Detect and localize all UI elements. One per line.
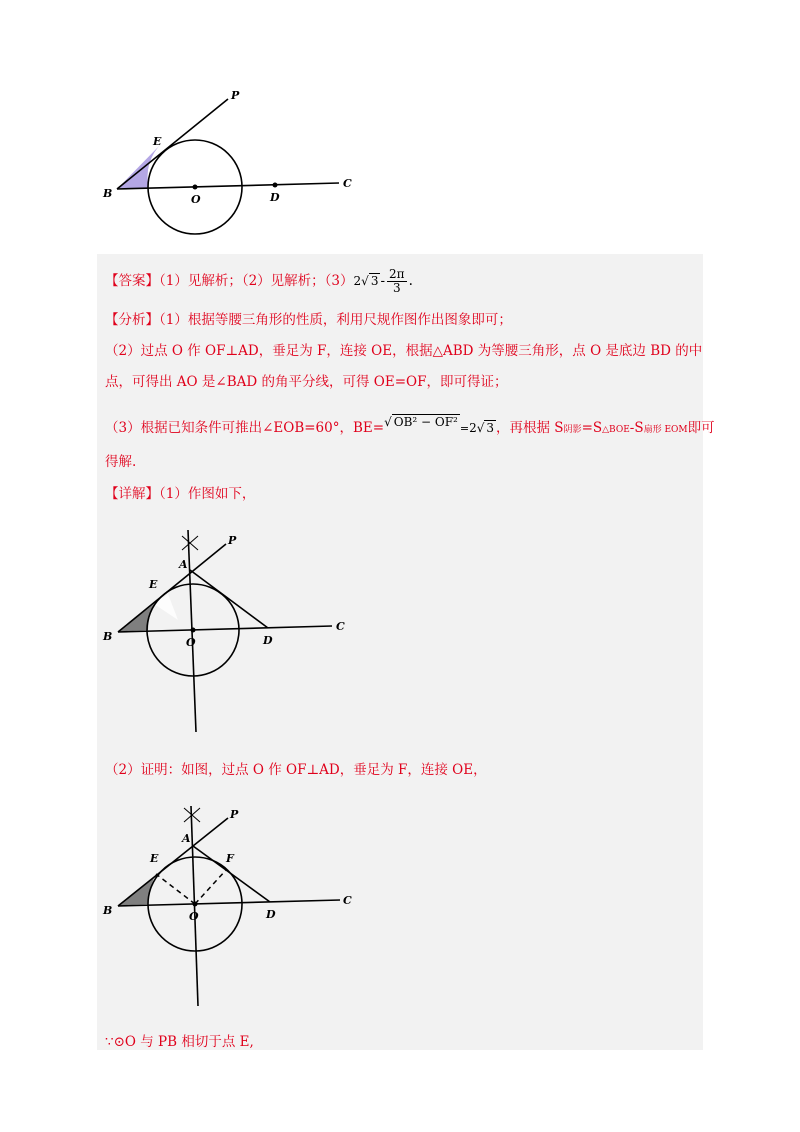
point-o	[193, 185, 198, 190]
analysis-text-4a: （3）根据已知条件可推出∠EOB=60°，BE=	[105, 420, 385, 436]
detail-line-1	[105, 484, 255, 504]
label-p: P	[228, 534, 237, 547]
answer-end: .	[408, 273, 413, 289]
ray-bp	[117, 99, 228, 189]
analysis-text-1: （1）根据等腰三角形的性质，利用尺规作图作出图象即可；	[159, 312, 512, 328]
ray-bc	[118, 626, 332, 632]
label-e: E	[153, 135, 162, 148]
answer-sqrt: 2√ 3	[353, 274, 379, 288]
figure-tangent-circle	[95, 85, 370, 245]
label-p: P	[231, 89, 240, 102]
analysis-line-4	[105, 412, 715, 440]
label-o: O	[191, 193, 201, 206]
analysis-text-4b: ，再根据 S	[496, 420, 564, 436]
analysis-text-4d: -S	[629, 420, 644, 436]
segment-oe	[156, 874, 195, 904]
label-c: C	[343, 177, 352, 190]
detail-tag: 【详解】	[105, 486, 159, 502]
label-a: A	[182, 832, 191, 845]
label-o: O	[189, 910, 199, 923]
subscript-sector: 扇形 EOM	[643, 425, 688, 435]
shaded-region	[117, 143, 162, 189]
formula-sqrt-2: 2√ 3	[469, 421, 495, 435]
formula-eq: =	[459, 422, 470, 435]
answer-minus: -	[380, 273, 386, 289]
formula-radicand-2: 3	[486, 421, 495, 435]
answer-coef: 2	[353, 274, 362, 288]
formula-sqrt: √ OB² − OF²	[384, 415, 458, 429]
analysis-text-4c: =S	[581, 420, 603, 436]
label-p: P	[230, 808, 239, 821]
formula-radicand: OB² − OF²	[393, 415, 458, 429]
point-d	[273, 183, 278, 188]
light-region	[154, 594, 178, 620]
answer-line	[105, 268, 413, 295]
ray-bc	[117, 183, 339, 189]
answer-fraction	[387, 268, 407, 295]
label-b: B	[103, 630, 113, 643]
proof-line: （2）证明：如图，过点 O 作 OF⊥AD，垂足为 F，连接 OE，	[105, 762, 487, 778]
label-b: B	[103, 904, 113, 917]
formula-coef: 2	[469, 421, 477, 435]
subscript-triangle: △BOE	[602, 425, 630, 435]
analysis-line-3: 点，可得出 AO 是∠BAD 的角平分线，可得 OE=OF，即可得证；	[105, 374, 508, 390]
point-o	[191, 628, 196, 633]
label-a: A	[179, 558, 188, 571]
ray-bp	[118, 818, 228, 906]
analysis-line-5: 得解.	[105, 454, 137, 470]
analysis-line-1	[105, 310, 512, 330]
label-e: E	[150, 852, 159, 865]
point-o	[193, 902, 198, 907]
because-line: ∵⊙O 与 PB 相切于点 E,	[105, 1034, 254, 1050]
label-c: C	[336, 620, 345, 633]
line-ad	[190, 570, 268, 628]
analysis-line-2: （2）过点 O 作 OF⊥AD，垂足为 F，连接 OE，根据△ABD 为等腰三角形，点 O 是底边 BD 的中	[105, 343, 703, 359]
figure-proof	[98, 800, 358, 1015]
label-d: D	[270, 191, 280, 204]
label-c: C	[343, 894, 352, 907]
analysis-text-4e: 即可	[687, 420, 715, 436]
analysis-tag: 【分析】	[105, 312, 159, 328]
figure-construction	[98, 520, 358, 740]
answer-frac-num: 2π	[389, 267, 405, 281]
segment-of	[195, 870, 226, 904]
detail-text-1: （1）作图如下，	[159, 486, 256, 502]
answer-tag: 【答案】	[105, 273, 159, 289]
label-f: F	[226, 852, 234, 865]
label-b: B	[103, 187, 113, 200]
label-o: O	[186, 636, 196, 649]
answer-frac-den: 3	[392, 281, 401, 295]
subscript-shade: 阴影	[563, 425, 582, 435]
ray-bc	[118, 900, 340, 906]
answer-text: （1）见解析；（2）见解析；（3）	[159, 273, 354, 289]
answer-rad: 3	[370, 274, 379, 288]
label-d: D	[263, 634, 273, 647]
label-e: E	[149, 578, 158, 591]
label-d: D	[266, 908, 276, 921]
